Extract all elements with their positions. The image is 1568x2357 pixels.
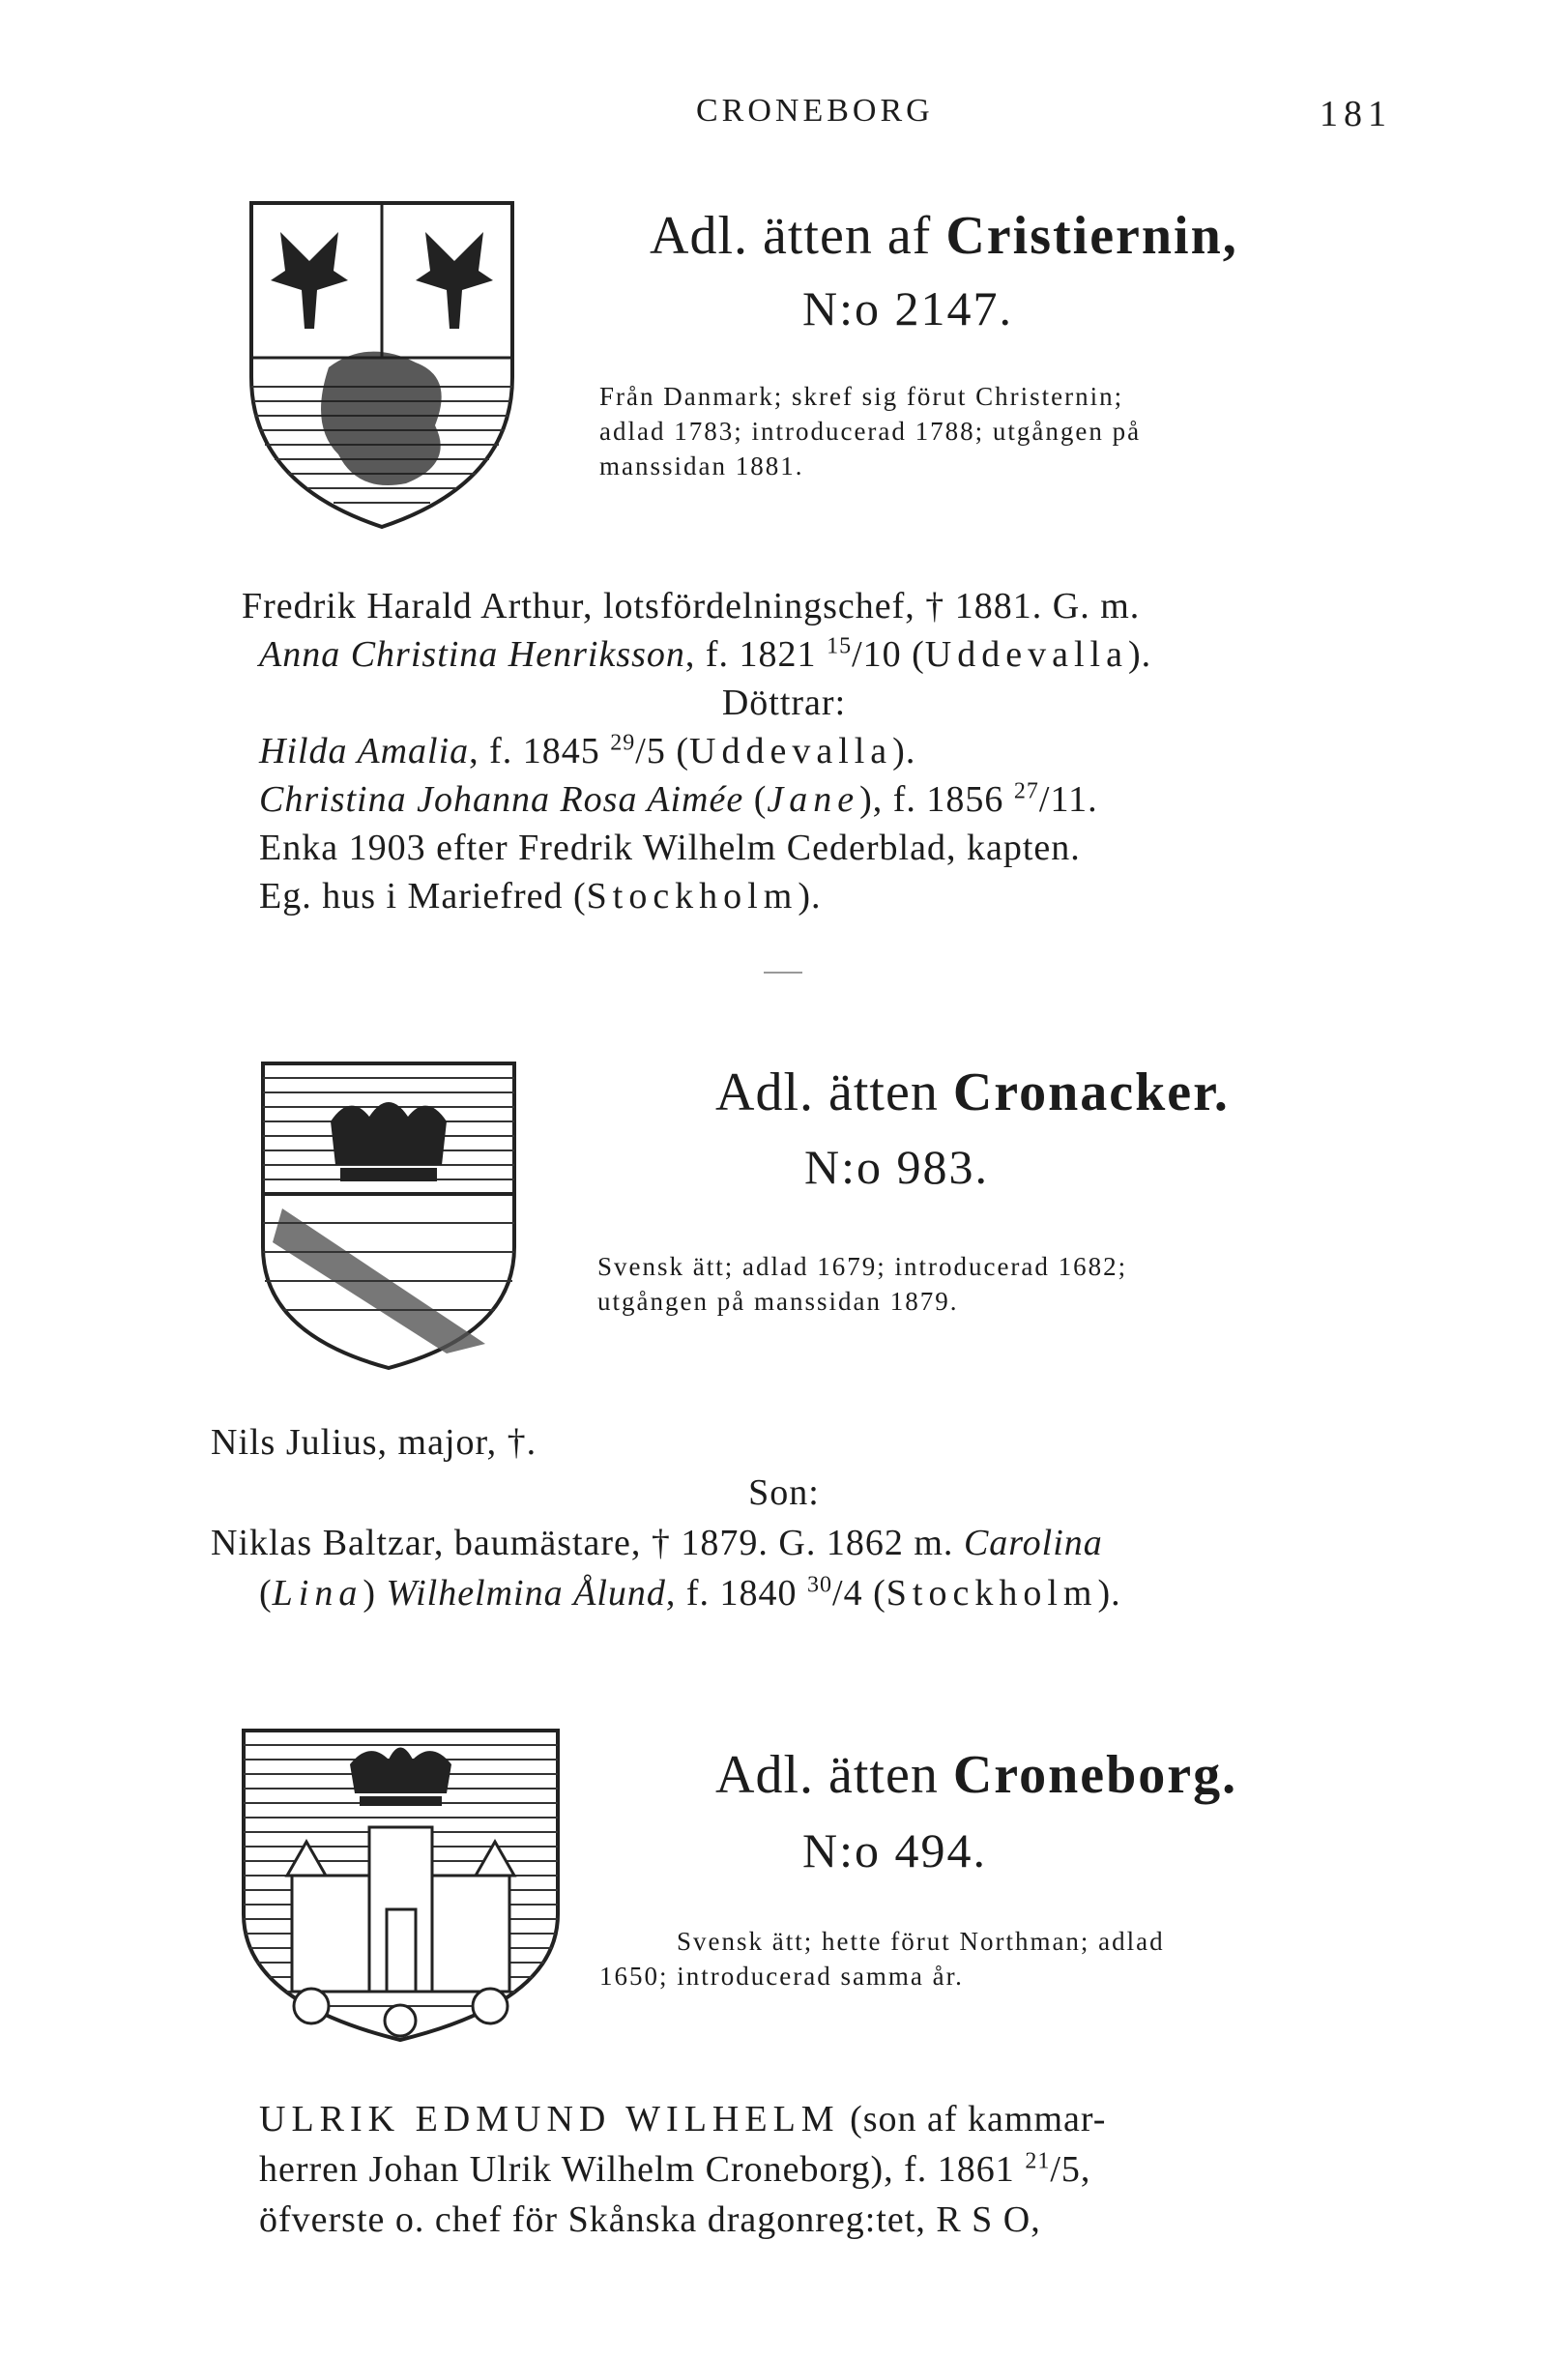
entry-number: N:o 2147. — [802, 281, 1013, 335]
text-line: (Lina) Wilhelmina Ålund, f. 1840 $^{30}$/4 (Stockholm). — [259, 1572, 1121, 1614]
page-header — [0, 93, 1568, 151]
coat-of-arms-castle-crown-icon — [234, 1721, 567, 2045]
title-prefix: Adl. ätten af — [650, 206, 946, 266]
description-line: 1650; introducerad samma år. — [599, 1962, 964, 1991]
entry-title — [715, 1744, 1237, 1806]
family-name: Cronacker. — [952, 1062, 1230, 1122]
text-line: öfverste o. chef för Skånska dragonreg:tet, R S O, — [259, 2199, 1041, 2240]
text-line: Christina Johanna Rosa Aimée (Jane), f. 1856 $^{27}$/11. — [259, 778, 1098, 820]
entry-description — [599, 379, 1141, 483]
description-line: utgången på manssidan 1879. — [597, 1287, 959, 1316]
entry-number: N:o 494. — [802, 1823, 987, 1877]
text-line: Anna Christina Henriksson, f. 1821 $^{15}$/10 (Uddevalla). — [259, 633, 1152, 675]
description-line: adlad 1783; introducerad 1788; utgången på — [599, 417, 1142, 446]
entry-title — [715, 1062, 1230, 1123]
description-line: Svensk ätt; hette förut Northman; adlad — [677, 1927, 1165, 1956]
text-line-heading: Döttrar: — [721, 683, 847, 723]
text-line-heading: Son: — [748, 1472, 820, 1513]
description-line: Från Danmark; skref sig förut Christernin; — [599, 382, 1124, 411]
text-line: Eg. hus i Mariefred (Stockholm). — [259, 876, 822, 917]
text-line: Hilda Amalia, f. 1845 $^{29}$/5 (Uddevalla). — [259, 730, 916, 771]
family-name: Cristiernin, — [945, 206, 1238, 266]
running-head: CRONEBORG — [696, 93, 934, 129]
entry-description — [599, 1924, 1165, 1993]
divider — [764, 972, 802, 974]
text-line: herren Johan Ulrik Wilhelm Croneborg), f. 1861 $^{21}$/5, — [259, 2148, 1091, 2190]
description-line: manssidan 1881. — [599, 451, 804, 480]
text-line: Nils Julius, major, †. — [211, 1422, 537, 1463]
text-line: Niklas Baltzar, baumästare, † 1879. G. 1862 m. Carolina — [211, 1523, 1103, 1563]
page-number: 181 — [1320, 94, 1392, 134]
entry-title — [650, 205, 1238, 267]
coat-of-arms-eagles-lion-icon — [242, 193, 522, 532]
text-line: Fredrik Harald Arthur, lotsfördelningschef, † 1881. G. m. — [242, 586, 1141, 626]
title-prefix: Adl. ätten — [715, 1745, 953, 1805]
title-prefix: Adl. ätten — [715, 1062, 953, 1122]
entry-number: N:o 983. — [804, 1140, 989, 1194]
family-name: Croneborg. — [952, 1745, 1238, 1805]
text-line: ULRIK EDMUND WILHELM (son af kammar- — [259, 2099, 1107, 2139]
coat-of-arms-crown-bend-icon — [253, 1054, 524, 1373]
entry-description — [597, 1249, 1127, 1319]
description-line: Svensk ätt; adlad 1679; introducerad 1682; — [597, 1252, 1128, 1281]
text-line: Enka 1903 efter Fredrik Wilhelm Cederblad, kapten. — [259, 828, 1081, 868]
